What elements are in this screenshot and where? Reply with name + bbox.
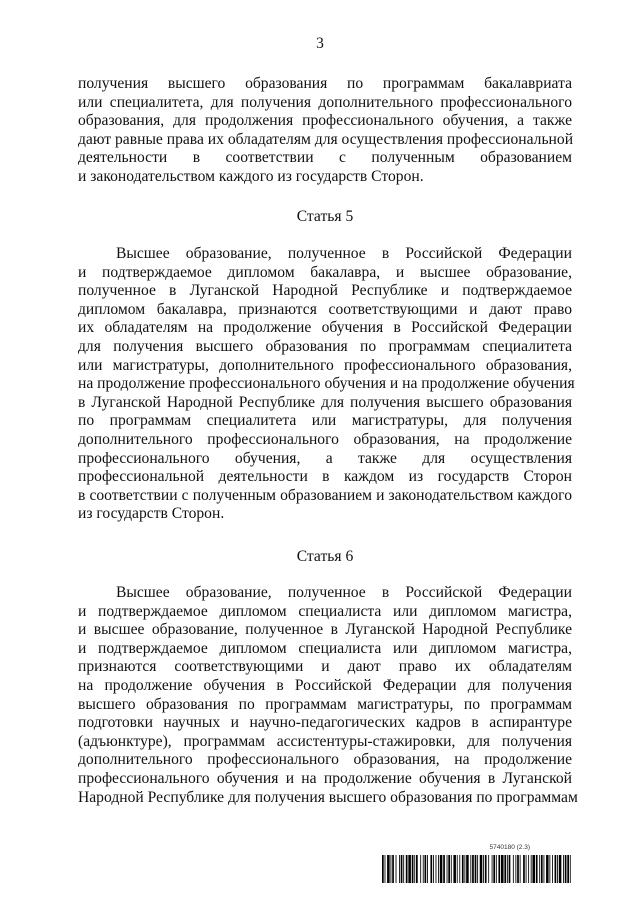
text-line: подготовки научных и научно-педагогических кадров в аспирантуре <box>78 714 572 732</box>
text-line: Высшее образование, полученное в Российской Федерации <box>116 584 572 601</box>
barcode-number: 5740180 (2.3) <box>489 844 530 851</box>
text-line: по программам специалитета или магистратуры, для получения <box>78 412 572 430</box>
text-line: и законодательством каждого из государств Сторон. <box>78 167 424 185</box>
text-line: их обладателям на продолжение обучения в Российской Федерации <box>78 319 572 337</box>
text-line: и высшее образование, полученное в Луганской Народной Республике <box>78 621 572 639</box>
text-line: на продолжение обучения в Российской Федерации для получения <box>78 676 572 694</box>
text-line: профессиональной деятельности в каждом из государств Сторон <box>78 468 572 486</box>
article-6-heading-wrap <box>78 548 572 567</box>
text-line: и подтверждаемое дипломом специалиста или дипломом магистра, <box>78 602 572 620</box>
text-line: образования, для продолжения профессионального обучения, а также <box>78 112 572 130</box>
article-heading: Статья 5 <box>296 208 354 225</box>
text-line: или магистратуры, дополнительного профессионального образования, <box>78 356 572 374</box>
text-line: (адъюнктуре), программам ассистентуры-стажировки, для получения <box>78 732 572 750</box>
paragraph-continuation <box>78 75 572 187</box>
text-line: Народной Республике для получения высшего образования по программам <box>78 788 578 806</box>
text-line: Высшее образование, полученное в Российской Федерации <box>116 245 572 262</box>
page-number: 3 <box>316 35 324 52</box>
text-line: получения высшего образования по программам бакалавриата <box>78 75 572 92</box>
article-5-body <box>78 245 575 524</box>
text-line: признаются соответствующими и дают право их обладателям <box>78 658 572 676</box>
text-line: дипломом бакалавра, признаются соответствующими и дают право <box>78 300 572 318</box>
text-line: деятельности в соответствии с полученным образованием <box>78 149 572 167</box>
article-5-heading-wrap <box>78 208 572 227</box>
text-line: на продолжение профессионального обучения и на продолжение обучения <box>78 375 575 393</box>
text-line: и подтверждаемое дипломом бакалавра, и высшее образование, <box>78 263 572 281</box>
text-line: для получения высшего образования по программам специалитета <box>78 337 572 355</box>
barcode-block <box>382 844 572 881</box>
barcode <box>382 855 572 883</box>
article-heading: Статья 6 <box>296 548 354 565</box>
article-6-body <box>78 584 578 807</box>
text-line: или специалитета, для получения дополнительного профессионального <box>78 93 572 111</box>
text-line: в Луганской Народной Республике для получения высшего образования <box>78 393 572 411</box>
text-line: из государств Сторон. <box>78 505 225 523</box>
text-line: в соответствии с полученным образованием и законодательством каждого <box>78 486 572 504</box>
text-line: дополнительного профессионального образования, на продолжение <box>78 751 572 769</box>
text-line: полученное в Луганской Народной Республике и подтверждаемое <box>78 282 572 300</box>
text-line: дополнительного профессионального образования, на продолжение <box>78 430 572 448</box>
text-line: профессионального обучения и на продолжение обучения в Луганской <box>78 769 572 787</box>
text-line: и подтверждаемое дипломом специалиста или дипломом магистра, <box>78 639 572 657</box>
text-line: дают равные права их обладателям для осуществления профессиональной <box>78 130 574 148</box>
text-line: высшего образования по программам магистратуры, по программам <box>78 695 572 713</box>
text-line: профессионального обучения, а также для осуществления <box>78 449 572 467</box>
